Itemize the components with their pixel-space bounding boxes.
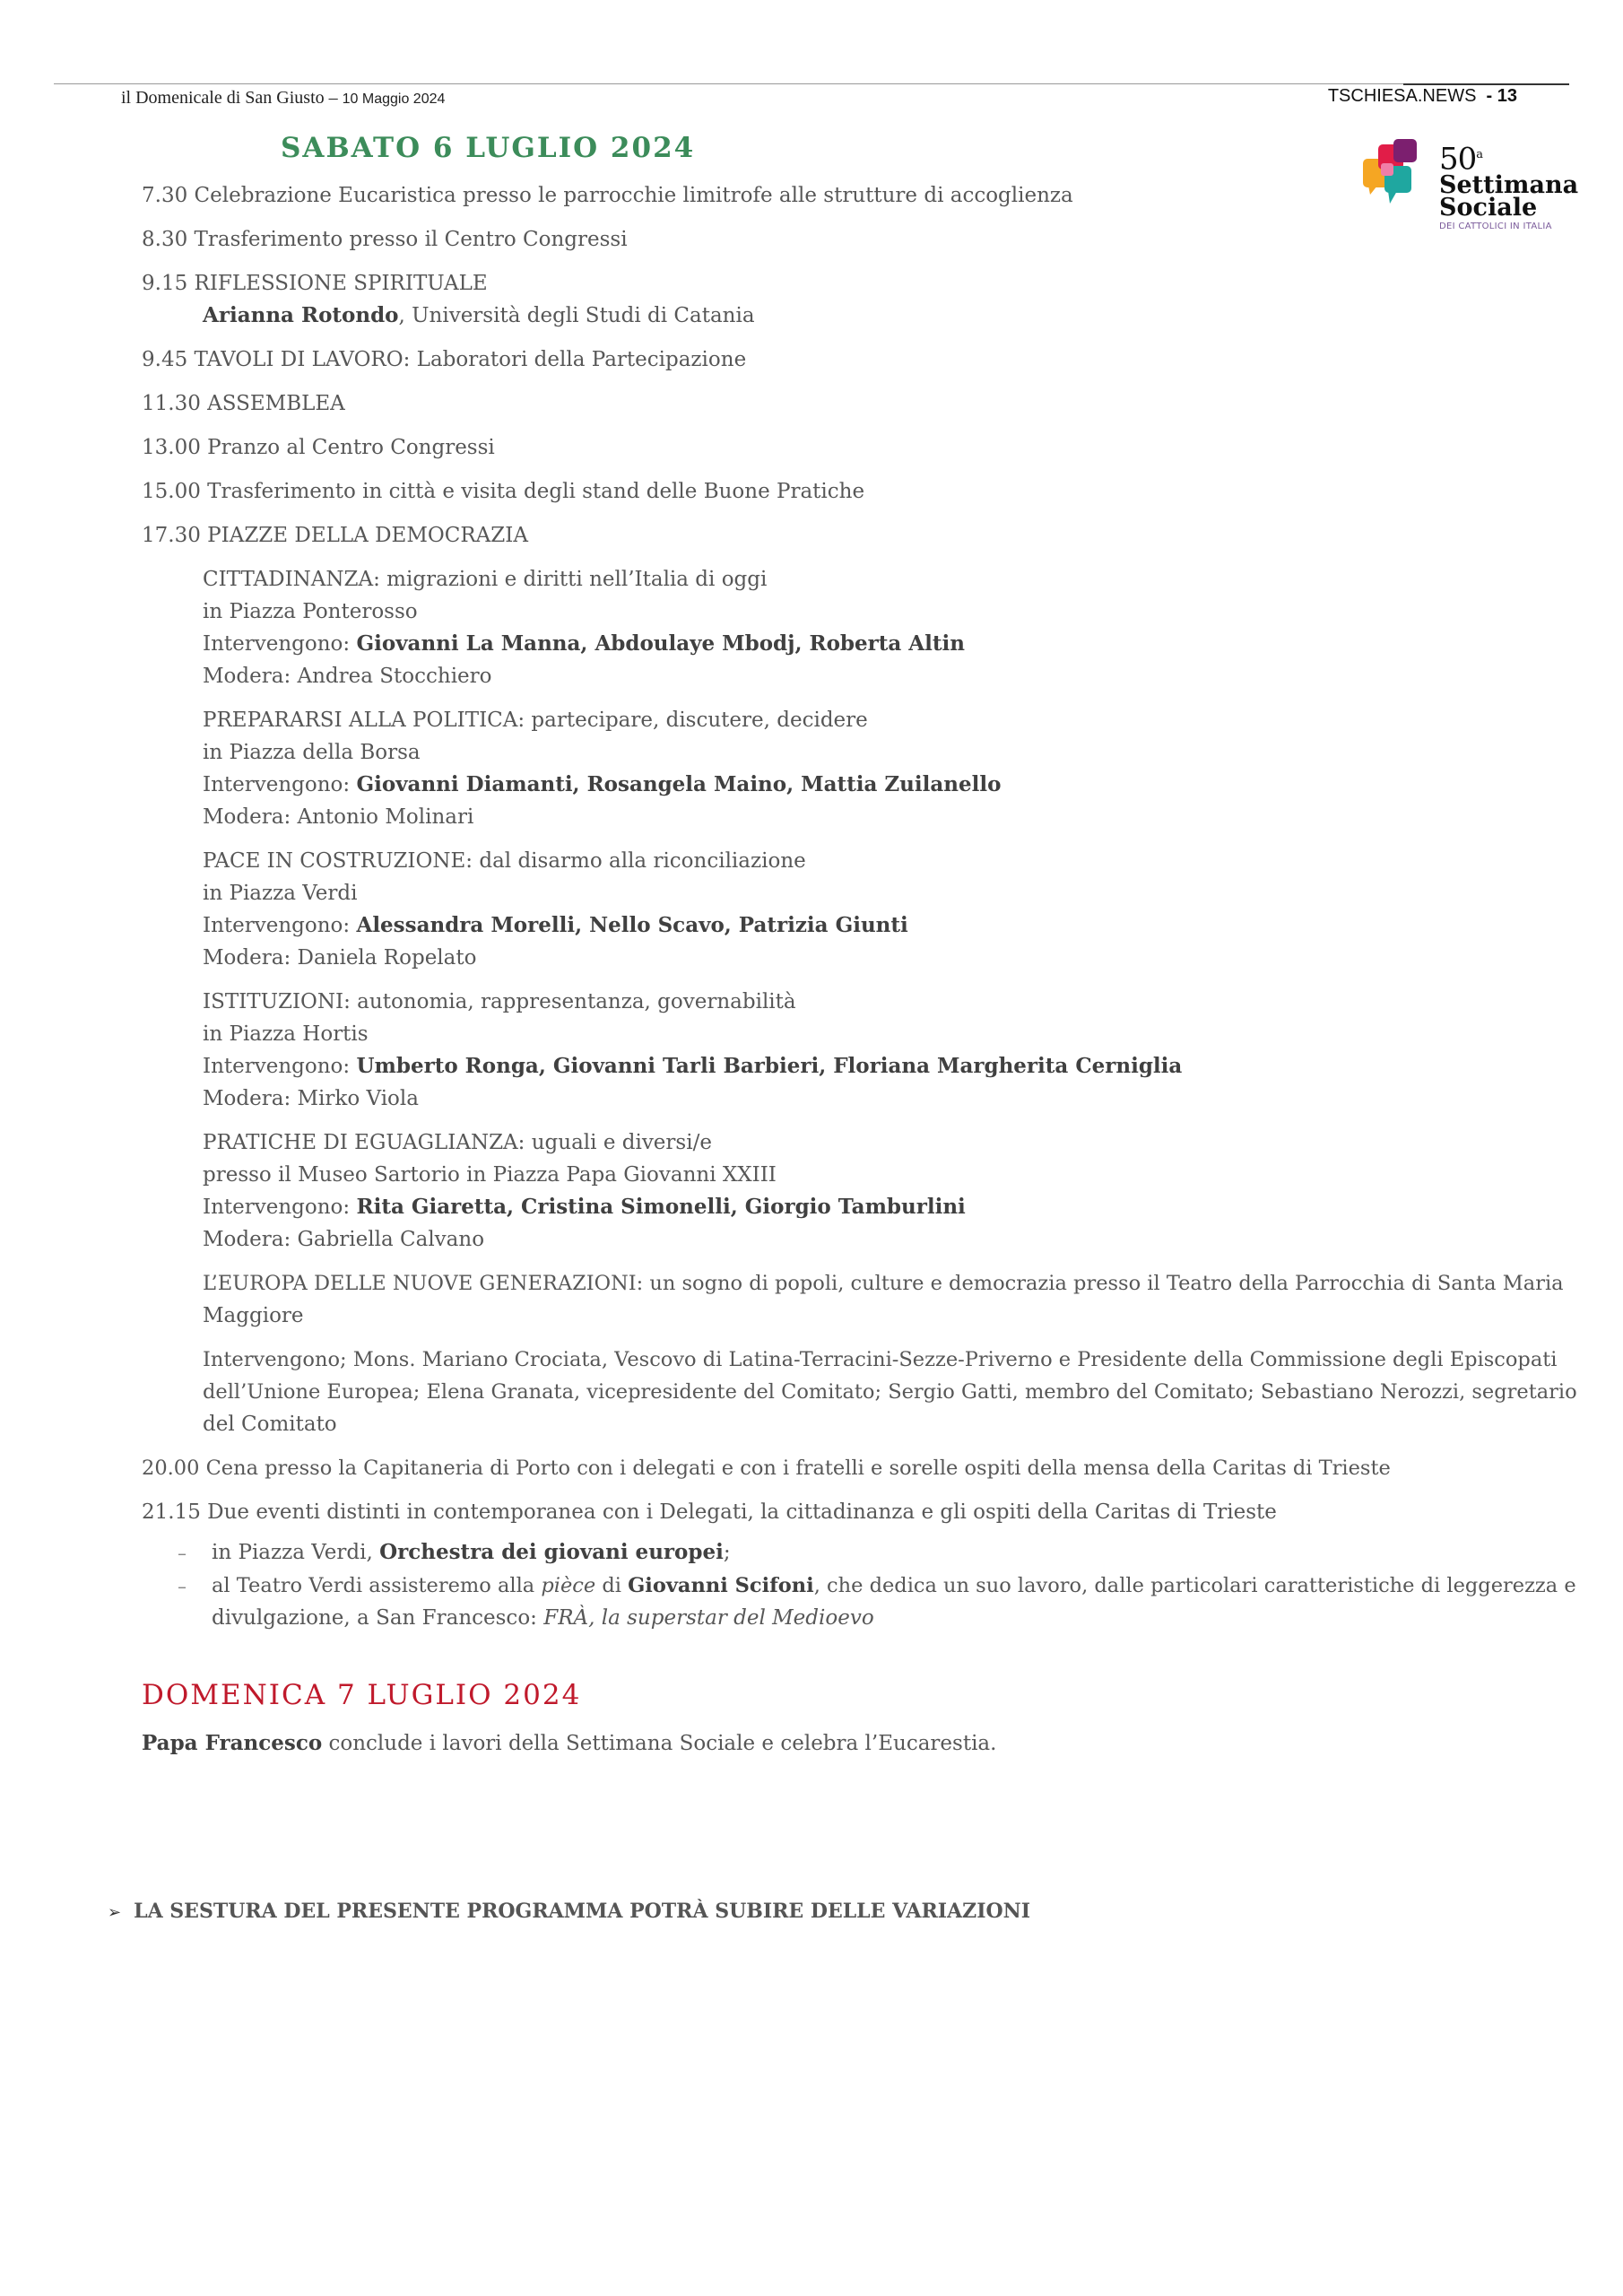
header-site — [1328, 86, 1517, 107]
piazza-speakers: Intervengono: Rita Giaretta, Cristina Simonelli, Giorgio Tamburlini — [203, 1195, 966, 1219]
piazza-title: PREPARARSI ALLA POLITICA: partecipare, discutere, decidere — [203, 709, 868, 732]
piazza-place: in Piazza Verdi — [203, 882, 358, 905]
logo-text — [1439, 140, 1578, 231]
europa-speakers: Intervengono; Mons. Mariano Crociata, Vescovo di Latina-Terracini-Sezze-Priverno e Presidente della Commissione degli Episcopati — [203, 1348, 1558, 1371]
schedule-item: 13.00 Pranzo al Centro Congressi — [142, 436, 495, 459]
piazza-place: in Piazza della Borsa — [203, 741, 421, 764]
piazza-moderator: Modera: Andrea Stocchiero — [203, 665, 492, 688]
header-rule-accent — [1403, 83, 1569, 85]
note-text: LA SESTURA DEL PRESENTE PROGRAMMA POTRÀ SUBIRE DELLE VARIAZIONI — [134, 1900, 1031, 1923]
piazza-title: PRATICHE DI EGUAGLIANZA: uguali e diversi/e — [203, 1131, 712, 1154]
schedule-item: 11.30 ASSEMBLEA — [142, 392, 345, 415]
site-name: TSCHIESA.NEWS — [1327, 86, 1477, 106]
header-rule — [54, 83, 1569, 84]
schedule-item: 9.45 TAVOLI DI LAVORO: Laboratori della Partecipazione — [142, 348, 747, 371]
event-item: al Teatro Verdi assisteremo alla pièce di Giovanni Scifoni, che dedica un suo lavoro, dalle particolari caratteristiche di leggerezza e — [212, 1574, 1576, 1597]
arrow-bullet-icon: ➢ — [108, 1903, 122, 1922]
schedule-item: 8.30 Trasferimento presso il Centro Congressi — [142, 228, 628, 251]
schedule-item: 15.00 Trasferimento in città e visita degli stand delle Buone Pratiche — [142, 480, 865, 503]
header-separator: – — [328, 88, 338, 108]
event-item: in Piazza Verdi, Orchestra dei giovani europei; — [212, 1540, 731, 1564]
schedule-item: 9.15 RIFLESSIONE SPIRITUALE — [142, 272, 488, 295]
piazza-moderator: Modera: Gabriella Calvano — [203, 1228, 485, 1251]
logo-subtitle: DEI CATTOLICI IN ITALIA — [1439, 222, 1552, 232]
saturday-title: SABATO 6 LUGLIO 2024 — [281, 132, 696, 164]
sunday-title: DOMENICA 7 LUGLIO 2024 — [142, 1679, 582, 1711]
piazza-title: ISTITUZIONI: autonomia, rappresentanza, governabilità — [203, 990, 796, 1013]
sunday-text: Papa Francesco conclude i lavori della Settimana Sociale e celebra l’Eucarestia. — [142, 1731, 997, 1755]
program-note — [108, 1900, 1030, 1923]
schedule-item: 20.00 Cena presso la Capitaneria di Porto con i delegati e con i fratelli e sorelle ospiti della mensa della Caritas di Trieste — [142, 1457, 1391, 1480]
list-dash: – — [178, 1576, 187, 1597]
piazza-moderator: Modera: Daniela Ropelato — [203, 946, 477, 970]
page-number: - 13 — [1486, 86, 1517, 106]
europa-title: L’EUROPA DELLE NUOVE GENERAZIONI: un sogno di popoli, culture e democrazia presso il Teatro della Parrocchia di Santa Maria — [203, 1272, 1564, 1295]
piazza-title: PACE IN COSTRUZIONE: dal disarmo alla riconciliazione — [203, 849, 806, 873]
europa-speakers-end: del Comitato — [203, 1413, 337, 1436]
logo-word-settimana: Settimana — [1439, 171, 1579, 200]
europa-title-cont: Maggiore — [203, 1304, 304, 1327]
schedule-item: 21.15 Due eventi distinti in contemporanea con i Delegati, la cittadinanza e gli ospiti della Caritas di Trieste — [142, 1500, 1277, 1524]
schedule-item: 7.30 Celebrazione Eucaristica presso le parrocchie limitrofe alle strutture di accoglienza — [142, 184, 1073, 207]
logo-word-sociale: Sociale — [1439, 194, 1538, 222]
logo-number: 50$^a$ — [1439, 141, 1483, 178]
piazza-speakers: Intervengono: Giovanni Diamanti, Rosangela Maino, Mattia Zuilanello — [203, 772, 1002, 796]
piazza-place: presso il Museo Sartorio in Piazza Papa Giovanni XXIII — [203, 1163, 777, 1187]
piazza-title: CITTADINANZA: migrazioni e diritti nell’Italia di oggi — [203, 568, 768, 591]
schedule-item-detail: Arianna Rotondo, Università degli Studi di Catania — [203, 303, 755, 327]
event-item-cont: divulgazione, a San Francesco: FRÀ, la superstar del Medioevo — [212, 1606, 874, 1630]
publication-date: 10 Maggio 2024 — [342, 91, 446, 107]
piazza-moderator: Modera: Antonio Molinari — [203, 805, 474, 829]
piazza-speakers: Intervengono: Giovanni La Manna, Abdoulaye Mbodj, Roberta Altin — [203, 631, 965, 656]
piazza-place: in Piazza Hortis — [203, 1022, 369, 1046]
publication-name: il Domenicale di San Giusto — [121, 88, 325, 108]
piazza-speakers: Intervengono: Alessandra Morelli, Nello Scavo, Patrizia Giunti — [203, 913, 908, 937]
piazza-place: in Piazza Ponterosso — [203, 600, 418, 623]
list-dash: – — [178, 1543, 187, 1564]
header-publication — [121, 88, 445, 109]
piazza-moderator: Modera: Mirko Viola — [203, 1087, 419, 1110]
schedule-item: 17.30 PIAZZE DELLA DEMOCRAZIA — [142, 524, 528, 547]
europa-speakers-cont: dell’Unione Europea; Elena Granata, vicepresidente del Comitato; Sergio Gatti, membro del Comitato; Sebastiano Nerozzi, segretario — [203, 1380, 1577, 1404]
piazza-speakers: Intervengono: Umberto Ronga, Giovanni Tarli Barbieri, Floriana Margherita Cerniglia — [203, 1054, 1183, 1078]
